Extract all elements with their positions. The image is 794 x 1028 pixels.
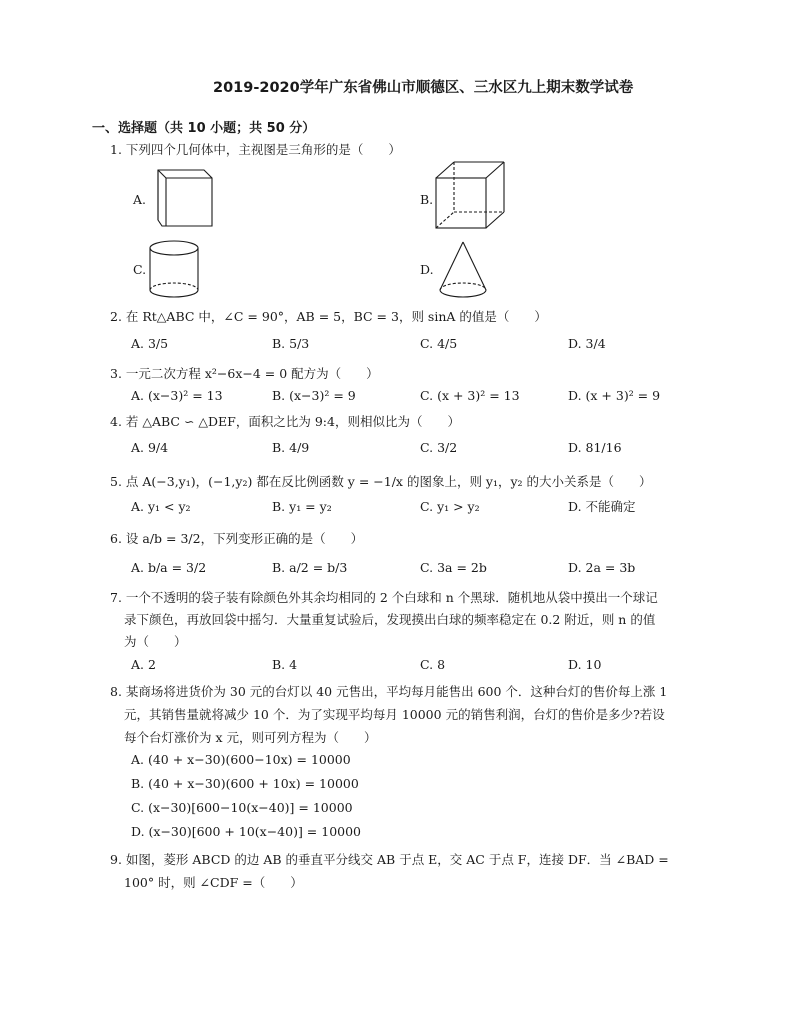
question-7-line-3: 为（ ） bbox=[124, 634, 187, 649]
question-2-option-d: D. 3/4 bbox=[568, 336, 606, 351]
cone-icon bbox=[436, 238, 490, 302]
question-5-option-a: A. y₁ < y₂ bbox=[131, 499, 191, 514]
question-6-stem: 6. 设 a/b = 3/2，下列变形正确的是（ ） bbox=[110, 531, 364, 546]
question-2-stem: 2. 在 Rt△ABC 中，∠C = 90°，AB = 5，BC = 3，则 sinA 的值是（ ） bbox=[110, 309, 547, 324]
question-2-option-b: B. 5/3 bbox=[272, 336, 310, 351]
question-3-option-d: D. (x + 3)² = 9 bbox=[568, 388, 661, 403]
question-4-option-b: B. 4/9 bbox=[272, 440, 310, 455]
question-7-option-c: C. 8 bbox=[420, 657, 446, 672]
question-3-option-a: A. (x−3)² = 13 bbox=[131, 388, 223, 403]
question-8-option-a: A. (40 + x−30)(600−10x) = 10000 bbox=[131, 752, 351, 767]
question-8-option-b: B. (40 + x−30)(600 + 10x) = 10000 bbox=[131, 776, 359, 791]
cylinder-icon bbox=[147, 238, 201, 302]
option-c-label: C. bbox=[133, 262, 147, 277]
question-5-option-c: C. y₁ > y₂ bbox=[420, 499, 480, 514]
question-2-option-a: A. 3/5 bbox=[131, 336, 169, 351]
question-6-option-c: C. 3a = 2b bbox=[420, 560, 487, 575]
question-8-line-1: 8. 某商场将进货价为 30 元的台灯以 40 元售出，平均每月能售出 600 个．这种台灯的售价每上涨 1 bbox=[110, 684, 668, 699]
question-8-option-c: C. (x−30)[600−10(x−40)] = 10000 bbox=[131, 800, 353, 815]
question-3-option-c: C. (x + 3)² = 13 bbox=[420, 388, 520, 403]
question-8-line-2: 元，其销售量就将减少 10 个．为了实现平均每月 10000 元的销售利润，台灯的售价是多少?若设 bbox=[124, 707, 665, 722]
triangular-prism-icon bbox=[152, 164, 216, 230]
question-4-option-c: C. 3/2 bbox=[420, 440, 458, 455]
question-7-line-2: 录下颜色，再放回袋中摇匀．大量重复试验后，发现摸出白球的频率稳定在 0.2 附近，则 n 的值 bbox=[124, 612, 656, 627]
question-8-line-3: 每个台灯涨价为 x 元，则可列方程为（ ） bbox=[124, 730, 377, 745]
question-5-option-d: D. 不能确定 bbox=[568, 499, 636, 514]
question-7-option-d: D. 10 bbox=[568, 657, 602, 672]
question-3-stem: 3. 一元二次方程 x²−6x−4 = 0 配方为（ ） bbox=[110, 366, 379, 381]
question-6-option-b: B. a/2 = b/3 bbox=[272, 560, 348, 575]
question-3-option-b: B. (x−3)² = 9 bbox=[272, 388, 356, 403]
question-4-option-d: D. 81/16 bbox=[568, 440, 622, 455]
option-d-label: D. bbox=[420, 262, 434, 277]
page-title: 2019-2020学年广东省佛山市顺德区、三水区九上期末数学试卷 bbox=[213, 80, 634, 96]
question-1-stem: 1. 下列四个几何体中，主视图是三角形的是（ ） bbox=[110, 142, 401, 157]
option-a-label: A. bbox=[133, 192, 147, 207]
question-8-option-d: D. (x−30)[600 + 10(x−40)] = 10000 bbox=[131, 824, 362, 839]
question-5-stem: 5. 点 A(−3,y₁)，(−1,y₂) 都在反比例函数 y = −1/x 的图象上，则 y₁，y₂ 的大小关系是（ ） bbox=[110, 474, 652, 489]
question-6-option-d: D. 2a = 3b bbox=[568, 560, 636, 575]
cube-icon bbox=[434, 160, 506, 232]
question-4-stem: 4. 若 △ABC ∽ △DEF，面积之比为 9:4，则相似比为（ ） bbox=[110, 414, 460, 429]
option-b-label: B. bbox=[420, 192, 434, 207]
question-7-line-1: 7. 一个不透明的袋子装有除颜色外其余均相同的 2 个白球和 n 个黑球．随机地从袋中摸出一个球记 bbox=[110, 590, 658, 605]
question-5-option-b: B. y₁ = y₂ bbox=[272, 499, 332, 514]
question-2-option-c: C. 4/5 bbox=[420, 336, 458, 351]
question-9-line-2: 100° 时，则 ∠CDF =（ ） bbox=[124, 875, 303, 890]
section-heading: 一、选择题（共 10 小题；共 50 分） bbox=[92, 121, 316, 136]
question-7-option-b: B. 4 bbox=[272, 657, 298, 672]
question-7-option-a: A. 2 bbox=[131, 657, 156, 672]
question-4-option-a: A. 9/4 bbox=[131, 440, 169, 455]
question-6-option-a: A. b/a = 3/2 bbox=[131, 560, 207, 575]
question-9-line-1: 9. 如图，菱形 ABCD 的边 AB 的垂直平分线交 AB 于点 E，交 AC 于点 F，连接 DF．当 ∠BAD = bbox=[110, 852, 669, 867]
